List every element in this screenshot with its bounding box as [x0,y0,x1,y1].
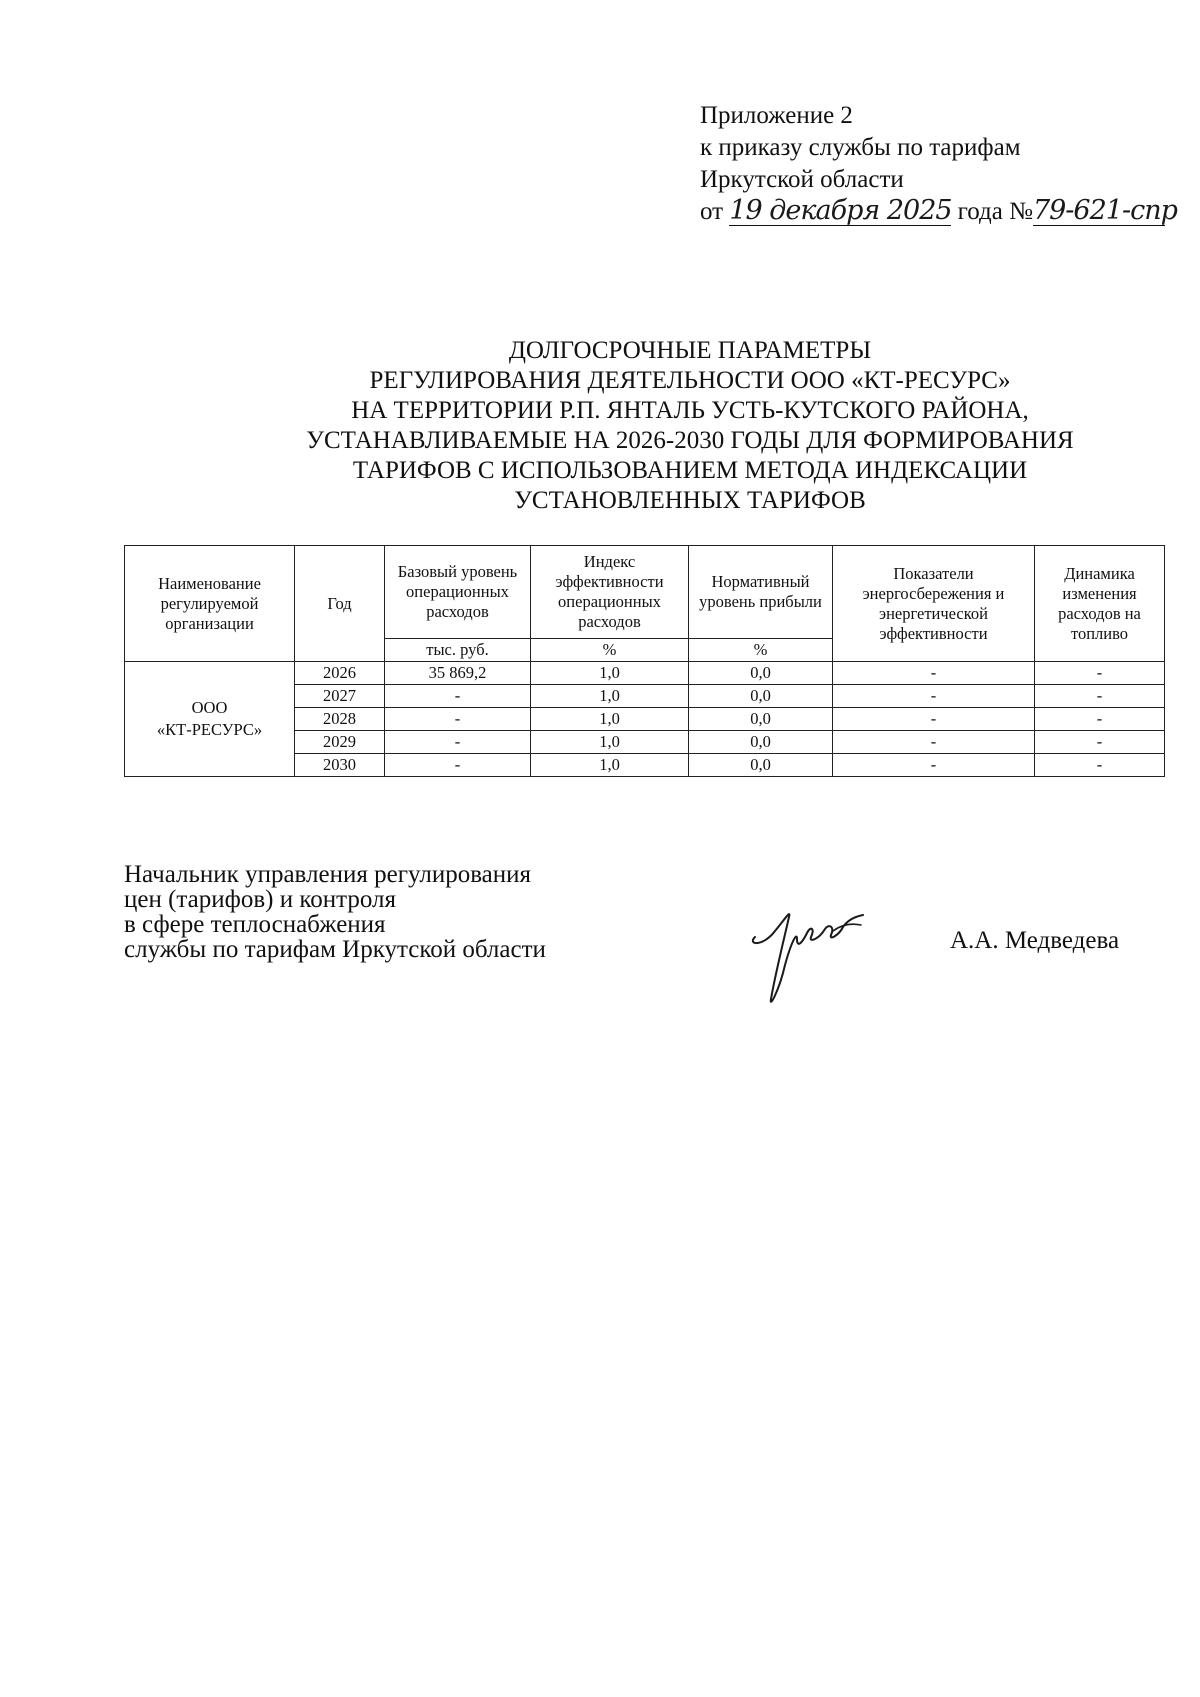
appendix-block [700,100,1177,228]
cell-base: - [385,731,531,754]
footer-line-2: цен (тарифов) и контроля [124,886,396,913]
cell-index: 1,0 [531,754,689,777]
cell-fuel: - [1035,731,1165,754]
table-row [125,662,1165,685]
unit-index: % [531,639,689,662]
footer-line-3: в сфере теплоснабжения [124,911,386,938]
appendix-line-3: Иркутской области [700,166,904,193]
title-line-5: ТАРИФОВ С ИСПОЛЬЗОВАНИЕМ МЕТОДА ИНДЕКСАЦИИ [352,457,1028,484]
unit-profit: % [689,639,833,662]
cell-fuel: - [1035,754,1165,777]
cell-profit: 0,0 [689,708,833,731]
cell-index: 1,0 [531,708,689,731]
cell-base: - [385,754,531,777]
header-energy-indicators: Показатели энергосбережения и энергетической эффективности [833,546,1035,662]
cell-base: - [385,685,531,708]
org-line-2: «КТ-РЕСУРС» [156,720,263,739]
date-prefix: от [700,198,724,225]
handwritten-date: 19 декабря 2025 [729,195,952,226]
title-line-2: РЕГУЛИРОВАНИЯ ДЕЯТЕЛЬНОСТИ ООО «КТ-РЕСУРС» [369,367,1011,394]
cell-fuel: - [1035,685,1165,708]
header-fuel-dynamics: Динамика изменения расходов на топливо [1035,546,1165,662]
cell-fuel: - [1035,662,1165,685]
cell-fuel: - [1035,708,1165,731]
cell-energy: - [833,708,1035,731]
cell-index: 1,0 [531,662,689,685]
footer-line-1: Начальник управления регулирования [124,861,532,888]
title-line-6: УСТАНОВЛЕННЫХ ТАРИФОВ [514,487,866,514]
cell-energy: - [833,731,1035,754]
cell-year: 2026 [295,662,385,685]
cell-year: 2028 [295,708,385,731]
cell-year: 2030 [295,754,385,777]
cell-energy: - [833,754,1035,777]
cell-base: 35 869,2 [385,662,531,685]
appendix-date-line [700,195,1177,228]
org-line-1: ООО [191,698,228,717]
cell-index: 1,0 [531,685,689,708]
title-line-1: ДОЛГОСРОЧНЫЕ ПАРАМЕТРЫ [508,337,872,364]
cell-profit: 0,0 [689,731,833,754]
unit-base: тыс. руб. [385,639,531,662]
header-efficiency-index: Индекс эффективности операционных расходов [531,546,689,639]
cell-energy: - [833,685,1035,708]
cell-index: 1,0 [531,731,689,754]
handwritten-order-number: 79-621-спр [1032,195,1177,226]
document-title [90,336,1200,516]
header-year: Год [295,546,385,662]
title-line-3: НА ТЕРРИТОРИИ Р.П. ЯНТАЛЬ УСТЬ-КУТСКОГО РАЙОНА, [351,397,1029,424]
cell-profit: 0,0 [689,662,833,685]
header-base-level: Базовый уровень операционных расходов [385,546,531,639]
cell-year: 2027 [295,685,385,708]
appendix-line-2: к приказу службы по тарифам [700,134,1021,161]
handwritten-signature [745,895,875,1015]
cell-profit: 0,0 [689,754,833,777]
cell-profit: 0,0 [689,685,833,708]
cell-energy: - [833,662,1035,685]
header-org: Наименование регулируемой организации [125,546,295,662]
title-line-4: УСТАНАВЛИВАЕМЫЕ НА 2026-2030 ГОДЫ ДЛЯ ФОРМИРОВАНИЯ [306,427,1074,454]
signer-name: А.А. Медведева [950,927,1120,954]
cell-base: - [385,708,531,731]
cell-year: 2029 [295,731,385,754]
header-profit-level: Нормативный уровень прибыли [689,546,833,639]
signatory-position [124,862,546,962]
footer-line-4: службы по тарифам Иркутской области [124,936,546,963]
parameters-table [124,545,1165,777]
appendix-line-1: Приложение 2 [700,102,853,129]
number-prefix: года № [957,198,1033,225]
org-cell [125,662,295,777]
